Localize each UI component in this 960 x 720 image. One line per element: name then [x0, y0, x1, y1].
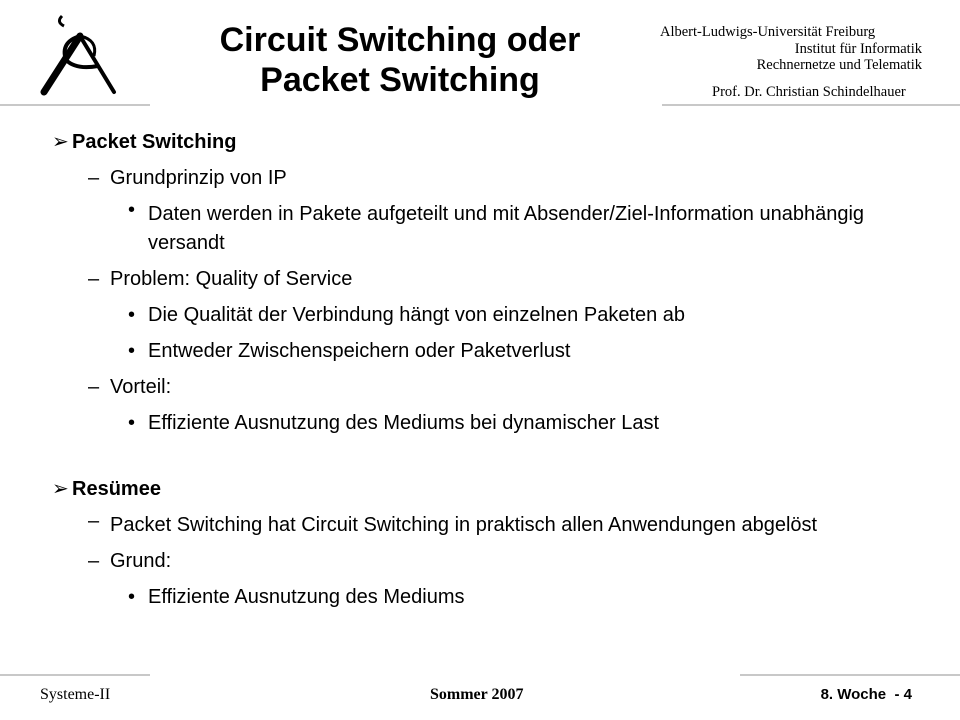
section-heading: ➢ Resümee: [52, 471, 912, 507]
header-rule-left: [0, 104, 150, 106]
slide-title: [150, 20, 650, 100]
institution-block: [660, 24, 922, 110]
title-line-1: Circuit Switching oder: [219, 21, 581, 59]
arrow-bullet-icon: ➢: [52, 131, 69, 153]
sub-list-item: • Effiziente Ausnutzung des Mediums: [128, 586, 465, 608]
footer-page-number: 8. Woche - 4: [820, 686, 912, 703]
institution-institute: Institut für Informatik: [794, 40, 922, 57]
institution-professor: Prof. Dr. Christian Schindelhauer: [712, 83, 906, 100]
section-heading: ➢ Packet Switching: [52, 124, 912, 160]
sub-list-item: • Daten werden in Pakete aufgeteilt und mit Absender/Ziel-Information unabhängig versandt: [128, 199, 865, 254]
list-item: – Grundprinzip von IP: [88, 167, 287, 189]
university-logo-icon: [40, 12, 120, 96]
list-item: – Problem: Quality of Service: [88, 268, 353, 290]
footer-semester: Sommer 2007: [430, 686, 524, 703]
list-item: – Grund:: [88, 550, 172, 572]
sub-list-item: • Entweder Zwischenspeichern oder Paketverlust: [128, 340, 571, 362]
list-item: – Packet Switching hat Circuit Switching in praktisch allen Anwendungen abgelöst: [88, 510, 818, 536]
institution-chair: Rechnernetze und Telematik: [756, 57, 922, 73]
title-line-2: Packet Switching: [260, 61, 540, 99]
footer-rule-right: [740, 674, 960, 676]
slide-body: [52, 124, 912, 615]
sub-list-item: • Effiziente Ausnutzung des Mediums bei dynamischer Last: [128, 412, 660, 434]
sub-list-item: • Die Qualität der Verbindung hängt von einzelnen Paketen ab: [128, 304, 686, 326]
header-rule-right: [662, 104, 960, 106]
arrow-bullet-icon: ➢: [52, 478, 69, 500]
institution-university: Albert-Ludwigs-Universität Freiburg: [660, 24, 876, 40]
footer-rule-left: [0, 674, 150, 676]
footer-course: Systeme-II: [40, 686, 111, 703]
list-item: – Vorteil:: [88, 376, 172, 398]
